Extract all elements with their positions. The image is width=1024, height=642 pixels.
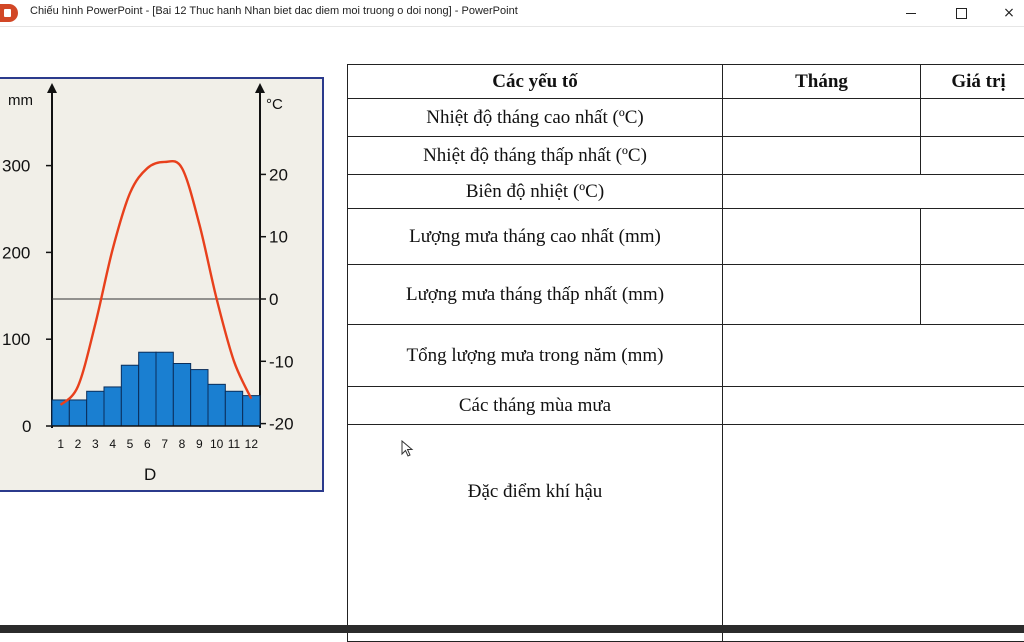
close-button[interactable]: × bbox=[986, 0, 1024, 26]
row-label: Lượng mưa tháng thấp nhất (mm) bbox=[348, 265, 723, 325]
table-row bbox=[348, 265, 1024, 325]
precipitation-bar bbox=[87, 391, 104, 426]
taskbar-strip bbox=[0, 625, 1024, 633]
mouse-cursor-icon bbox=[401, 440, 415, 458]
row-label: Nhiệt độ tháng cao nhất (ºC) bbox=[348, 99, 723, 137]
precipitation-bar bbox=[191, 370, 208, 426]
precipitation-bar bbox=[121, 365, 138, 426]
value-cell[interactable] bbox=[723, 425, 1024, 642]
month-cell[interactable] bbox=[723, 99, 921, 137]
month-tick-label: 7 bbox=[161, 437, 168, 451]
climate-table bbox=[347, 64, 1024, 642]
header-factor: Các yếu tố bbox=[348, 65, 723, 99]
month-tick-label: 5 bbox=[127, 437, 134, 451]
right-tick-label: 0 bbox=[269, 290, 278, 309]
powerpoint-icon bbox=[0, 4, 18, 22]
precipitation-bar bbox=[104, 387, 121, 426]
value-cell[interactable] bbox=[921, 209, 1024, 265]
right-tick-label: -20 bbox=[269, 415, 294, 434]
left-axis-arrow bbox=[47, 83, 57, 93]
row-label: Nhiệt độ tháng thấp nhất (ºC) bbox=[348, 137, 723, 175]
month-tick-label: 2 bbox=[75, 437, 82, 451]
row-label: Lượng mưa tháng cao nhất (mm) bbox=[348, 209, 723, 265]
value-cell[interactable] bbox=[723, 325, 1024, 387]
month-tick-label: 8 bbox=[179, 437, 186, 451]
table-row bbox=[348, 425, 1024, 642]
table-header-row bbox=[348, 65, 1024, 99]
value-cell[interactable] bbox=[921, 99, 1024, 137]
maximize-button[interactable] bbox=[938, 0, 984, 26]
table-row bbox=[348, 175, 1024, 209]
header-month: Tháng bbox=[723, 65, 921, 99]
value-cell[interactable] bbox=[723, 387, 1024, 425]
month-tick-label: 12 bbox=[245, 437, 259, 451]
maximize-icon bbox=[956, 8, 967, 19]
slide-canvas[interactable] bbox=[0, 27, 1024, 627]
row-label: Các tháng mùa mưa bbox=[348, 387, 723, 425]
chart-title: D bbox=[144, 465, 156, 485]
month-tick-label: 11 bbox=[228, 437, 241, 451]
precipitation-bar bbox=[208, 384, 225, 426]
minimize-button[interactable] bbox=[888, 0, 934, 26]
title-bar bbox=[0, 0, 1024, 27]
left-tick-label: 100 bbox=[2, 330, 30, 349]
precipitation-bar bbox=[225, 391, 242, 426]
value-cell[interactable] bbox=[723, 175, 1024, 209]
minimize-icon bbox=[906, 13, 916, 14]
precipitation-bar bbox=[243, 396, 260, 426]
right-axis-arrow bbox=[255, 83, 265, 93]
month-cell[interactable] bbox=[723, 265, 921, 325]
precipitation-bar bbox=[139, 352, 156, 426]
table-row bbox=[348, 387, 1024, 425]
month-cell[interactable] bbox=[723, 209, 921, 265]
month-tick-label: 6 bbox=[144, 437, 151, 451]
window-title: Chiếu hình PowerPoint - [Bai 12 Thuc hanh Nhan biet dac diem moi truong o doi nong] - PowerPoint bbox=[30, 5, 518, 17]
header-value: Giá trị bbox=[921, 65, 1024, 99]
left-tick-label: 200 bbox=[2, 243, 30, 262]
table-row bbox=[348, 99, 1024, 137]
table-row bbox=[348, 137, 1024, 175]
table-row bbox=[348, 325, 1024, 387]
left-tick-label: 300 bbox=[2, 157, 30, 176]
left-tick-label: 0 bbox=[22, 417, 31, 436]
precipitation-bar bbox=[156, 352, 173, 426]
right-tick-label: 10 bbox=[269, 228, 288, 247]
month-tick-label: 3 bbox=[92, 437, 99, 451]
right-tick-label: -10 bbox=[269, 352, 294, 371]
table-row bbox=[348, 209, 1024, 265]
precipitation-bar bbox=[173, 364, 190, 426]
right-axis-label: °C bbox=[266, 96, 283, 113]
climate-chart-svg bbox=[0, 79, 324, 494]
month-tick-label: 9 bbox=[196, 437, 203, 451]
row-label: Tổng lượng mưa trong năm (mm) bbox=[348, 325, 723, 387]
row-label: Biên độ nhiệt (ºC) bbox=[348, 175, 723, 209]
right-tick-label: 20 bbox=[269, 165, 288, 184]
month-tick-label: 10 bbox=[210, 437, 224, 451]
month-cell[interactable] bbox=[723, 137, 921, 175]
climate-chart bbox=[0, 77, 324, 492]
month-tick-label: 4 bbox=[109, 437, 116, 451]
value-cell[interactable] bbox=[921, 265, 1024, 325]
left-axis-label: mm bbox=[8, 92, 33, 109]
month-tick-label: 1 bbox=[57, 437, 64, 451]
value-cell[interactable] bbox=[921, 137, 1024, 175]
row-label: Đặc điểm khí hậu bbox=[348, 425, 723, 642]
precipitation-bar bbox=[69, 400, 86, 426]
